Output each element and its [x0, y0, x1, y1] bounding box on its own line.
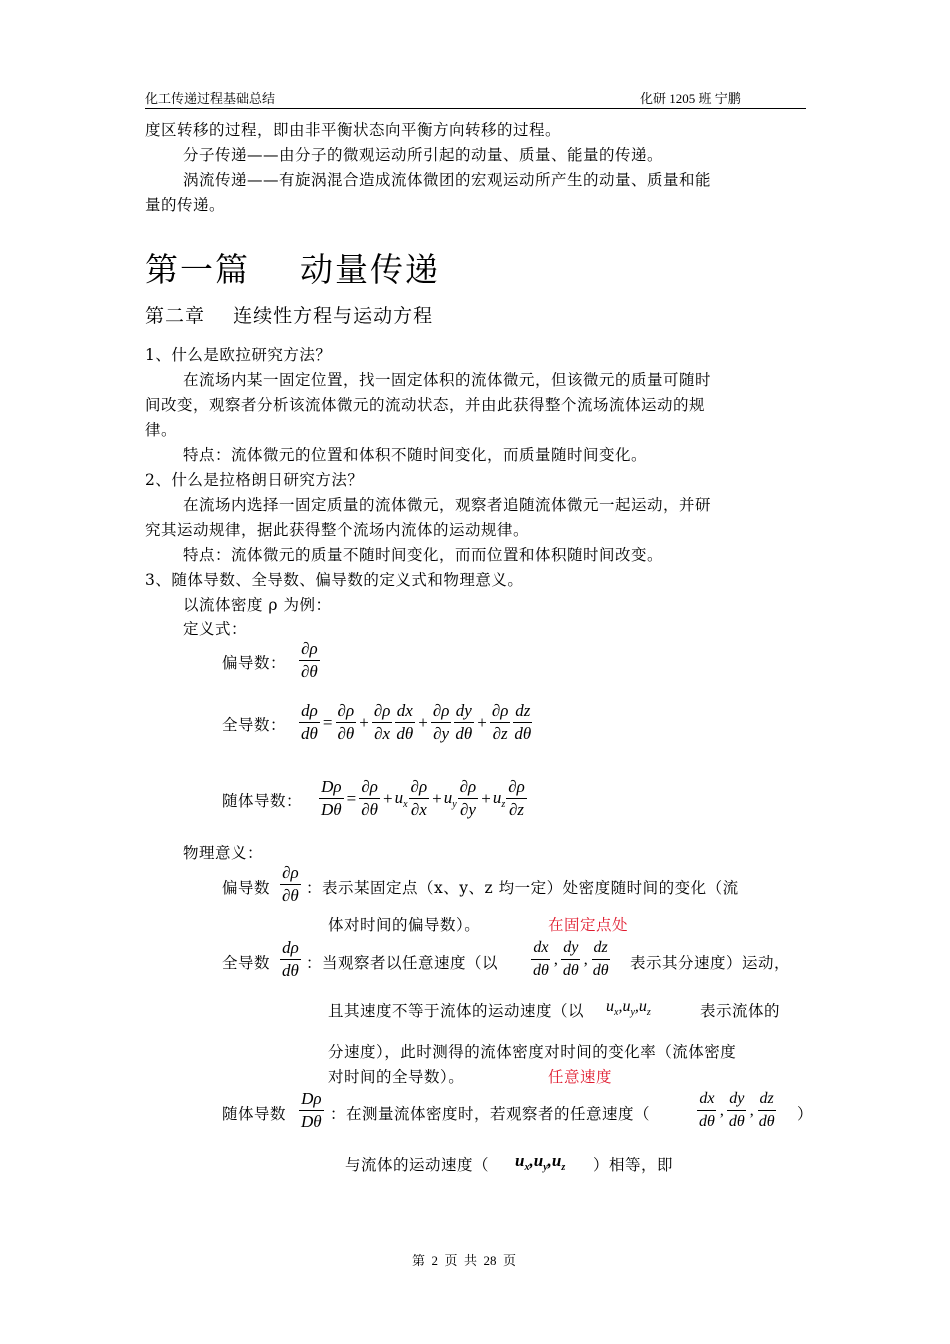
total-label: 全导数：: [222, 716, 287, 734]
sub-meaning-line-2b: ）相等，即: [593, 1156, 674, 1174]
partial-label: 偏导数：: [222, 654, 287, 672]
total-note: 任意速度: [548, 1068, 613, 1086]
sub-meaning-line-1b: ）: [797, 1105, 814, 1123]
partial-meaning-line-1: ：表示某固定点（x、y、z 均一定）处密度随时间的变化（流: [306, 879, 739, 897]
sub-observer-velocity-formula: $\frac{dx}{d\theta}$ , $\frac{dy}{d\theta}$ , $\frac{dz}{d\theta}$: [699, 1090, 775, 1130]
total-meaning-line-1a: ：当观察者以任意速度（以: [306, 954, 499, 972]
q1-para-2: 间改变，观察者分析该流体微元的流动状态，并由此获得整个流场流体运动的规: [145, 396, 706, 414]
q3-def-label: 定义式：: [183, 620, 248, 638]
q3-example: 以流体密度 ρ 为例：: [183, 596, 332, 614]
total-meaning-label: 全导数: [222, 954, 271, 972]
q2-title: 2、什么是拉格朗日研究方法？: [145, 471, 364, 489]
partial-meaning-line-2: 体对时间的偏导数）。: [328, 916, 481, 934]
substantial-label: 随体导数：: [222, 792, 303, 810]
q1-para-3: 律。: [145, 421, 178, 439]
sub-meaning-label: 随体导数: [222, 1105, 287, 1123]
q2-para-2: 究其运动规律，据此获得整个流场内流体的运动规律。: [145, 521, 530, 539]
total-meaning-line-4: 对时间的全导数）。: [328, 1068, 465, 1086]
sub-fluid-velocity-formula: $u_x,u_y,u_z$: [515, 1151, 566, 1173]
total-meaning-line-1b: 表示其分速度）运动，: [630, 954, 791, 972]
q1-title: 1、什么是欧拉研究方法？: [145, 346, 332, 364]
q2-feature: 特点：流体微元的质量不随时间变化，而而位置和体积随时间改变。: [183, 546, 664, 564]
substantial-formula: $\frac{D\rho}{D\theta}$ = $\frac{\partial\rho}{\partial\theta}$ + $u_x$ $\frac{\partial\rho}{\partial x}$ + $u_y$ $\frac{\partial\rho}{\partial y}$ + $u_z$ $\frac{\partial\rho}{\partial z}$: [321, 777, 525, 819]
q1-para-1: 在流场内某一固定位置，找一固定体积的流体微元，但该微元的质量可随时: [183, 371, 712, 389]
total-meaning-line-2b: 表示流体的: [700, 1002, 781, 1020]
fluid-velocity-formula: $u_x,u_y,u_z$: [606, 998, 651, 1018]
meaning-label: 物理意义：: [183, 844, 264, 862]
q2-para-1: 在流场内选择一固定质量的流体微元，观察者追随流体微元一起运动，并研: [183, 496, 712, 514]
page-footer: 第 2 页 共 28 页: [412, 1253, 517, 1268]
part-title: 第一篇 动量传递: [145, 250, 440, 289]
partial-formula: $\frac{\partial\rho}{\partial\theta}$: [301, 639, 318, 681]
sub-meaning-line-2a: 与流体的运动速度（: [345, 1156, 490, 1174]
intro-line-4: 量的传递。: [145, 196, 226, 214]
total-meaning-line-3: 分速度），此时测得的流体密度对时间的变化率（流体密度: [328, 1043, 737, 1061]
intro-line-3: 涡流传递——有旋涡混合造成流体微团的宏观运动所产生的动量、质量和能: [183, 171, 712, 189]
partial-note: 在固定点处: [548, 916, 629, 934]
total-meaning-formula: $\frac{d\rho}{d\theta}$: [282, 938, 299, 980]
intro-line-2: 分子传递——由分子的微观运动所引起的动量、质量、能量的传递。: [183, 146, 664, 164]
q1-feature: 特点：流体微元的位置和体积不随时间变化，而质量随时间变化。: [183, 446, 648, 464]
header-left: 化工传递过程基础总结: [145, 91, 276, 106]
total-formula: $\frac{d\rho}{d\theta}$ = $\frac{\partial\rho}{\partial\theta}$ + $\frac{\partial\rho}{\partial x}$ $\frac{dx}{d\theta}$ + $\frac{\partial\rho}{\partial y}$ $\frac{dy}{d\theta}$ + $\frac{\partial\rho}{\partial z}$ $\frac{dz}{d\theta}$: [301, 701, 532, 743]
q3-title: 3、随体导数、全导数、偏导数的定义式和物理意义。: [145, 571, 524, 589]
header-rule: [145, 108, 806, 109]
partial-meaning-formula: $\frac{\partial\rho}{\partial\theta}$: [282, 863, 299, 905]
observer-velocity-formula: $\frac{dx}{d\theta}$ , $\frac{dy}{d\theta}$ , $\frac{dz}{d\theta}$: [533, 939, 609, 979]
partial-meaning-label: 偏导数: [222, 879, 271, 897]
intro-line-1: 度区转移的过程，即由非平衡状态向平衡方向转移的过程。: [145, 121, 562, 139]
header-right: 化研 1205 班 宁鹏: [640, 91, 741, 106]
total-meaning-line-2a: 且其速度不等于流体的运动速度（以: [328, 1002, 585, 1020]
chapter-title: 第二章 连续性方程与运动方程: [145, 305, 434, 327]
sub-meaning-line-1a: ：在测量流体密度时，若观察者的任意速度（: [330, 1105, 651, 1123]
sub-meaning-formula: $\frac{D\rho}{D\theta}$: [301, 1089, 322, 1131]
